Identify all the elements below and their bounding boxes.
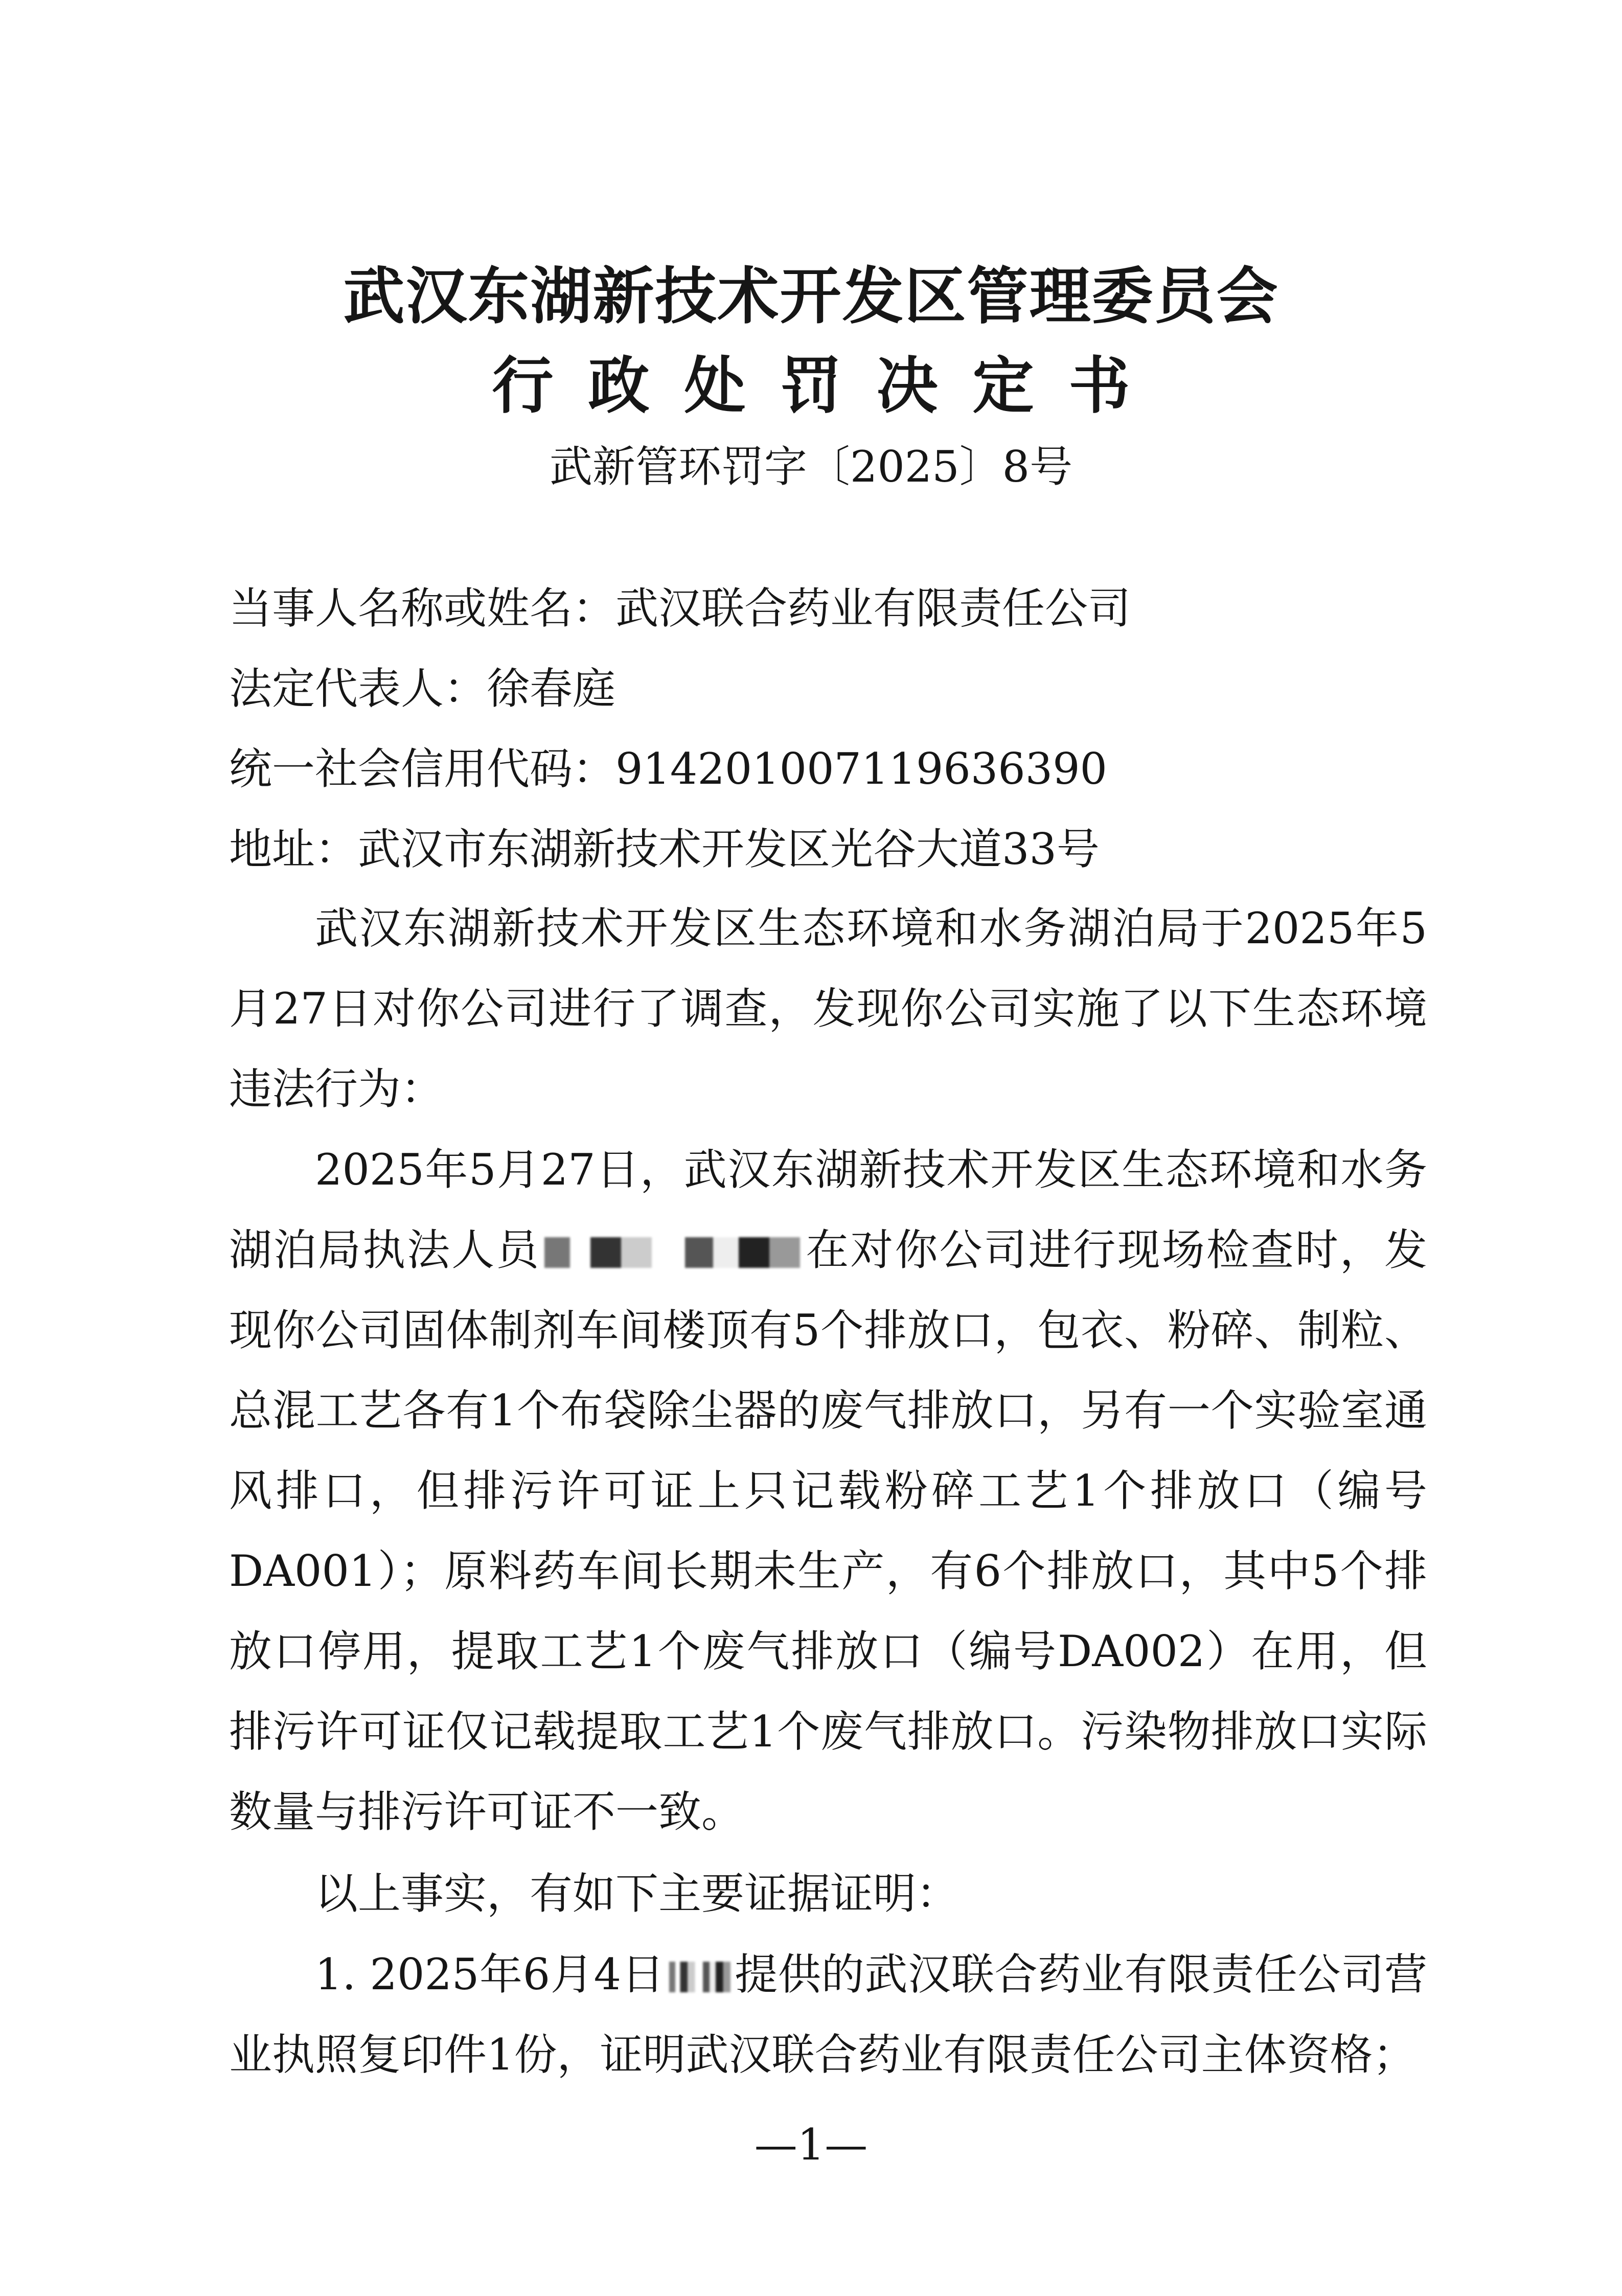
evidence-1-text-before: 1. 2025年6月4日 [315,1949,665,1999]
evidence-item-1 [229,1935,1427,2095]
document-title: 行政处罚决定书 [492,350,1165,422]
issuer-title: 武汉东湖新技术开发区管理委员会 [343,260,1279,332]
intro-paragraph: 武汉东湖新技术开发区生态环境和水务湖泊局于2025年5月27日对你公司进行了调查，发现你公司实施了以下生态环境违法行为： [229,903,1427,1114]
evidence-1-text-after: 提供的武汉联合药业有限责任公司营业执照复印件1份，证明武汉联合药业有限责任公司主体资格； [229,1949,1427,2080]
address-line: 地址：武汉市东湖新技术开发区光谷大道33号 [229,824,1100,874]
page-number: —1— [754,2120,868,2170]
facts-text-after: 在对你公司进行现场检查时，发现你公司固体制剂车间楼顶有5个排放口，包衣、粉碎、制粒、总混工艺各有1个布袋除尘器的废气排放口，另有一个实验室通风排口，但排污许可证上只记载粉碎工艺1个排放口（编号DA001）；原料药车间长期未生产，有6个排放口，其中5个排放口停用，提取工艺1个废气排放口（编号DA002）在用，但排污许可证仅记载提取工艺1个废气排放口。污染物排放口实际数量与排污许可证不一致。 [229,1225,1427,1837]
facts-paragraph [229,1130,1427,1852]
redacted-name [669,1962,730,1992]
evidence-intro: 以上事实，有如下主要证据证明： [315,1869,960,1919]
party-name-line: 当事人名称或姓名：武汉联合药业有限责任公司 [229,583,1131,633]
facts-text-before: 2025年5月27日，武汉东湖新技术开发区生态环境和水务湖泊局执法人员 [229,1145,1427,1275]
redacted-names [544,1237,800,1268]
document-number: 武新管环罚字〔2025〕8号 [549,442,1073,492]
legal-representative-line: 法定代表人：徐春庭 [229,664,616,714]
credit-code-line: 统一社会信用代码：914201007119636390 [229,744,1107,794]
